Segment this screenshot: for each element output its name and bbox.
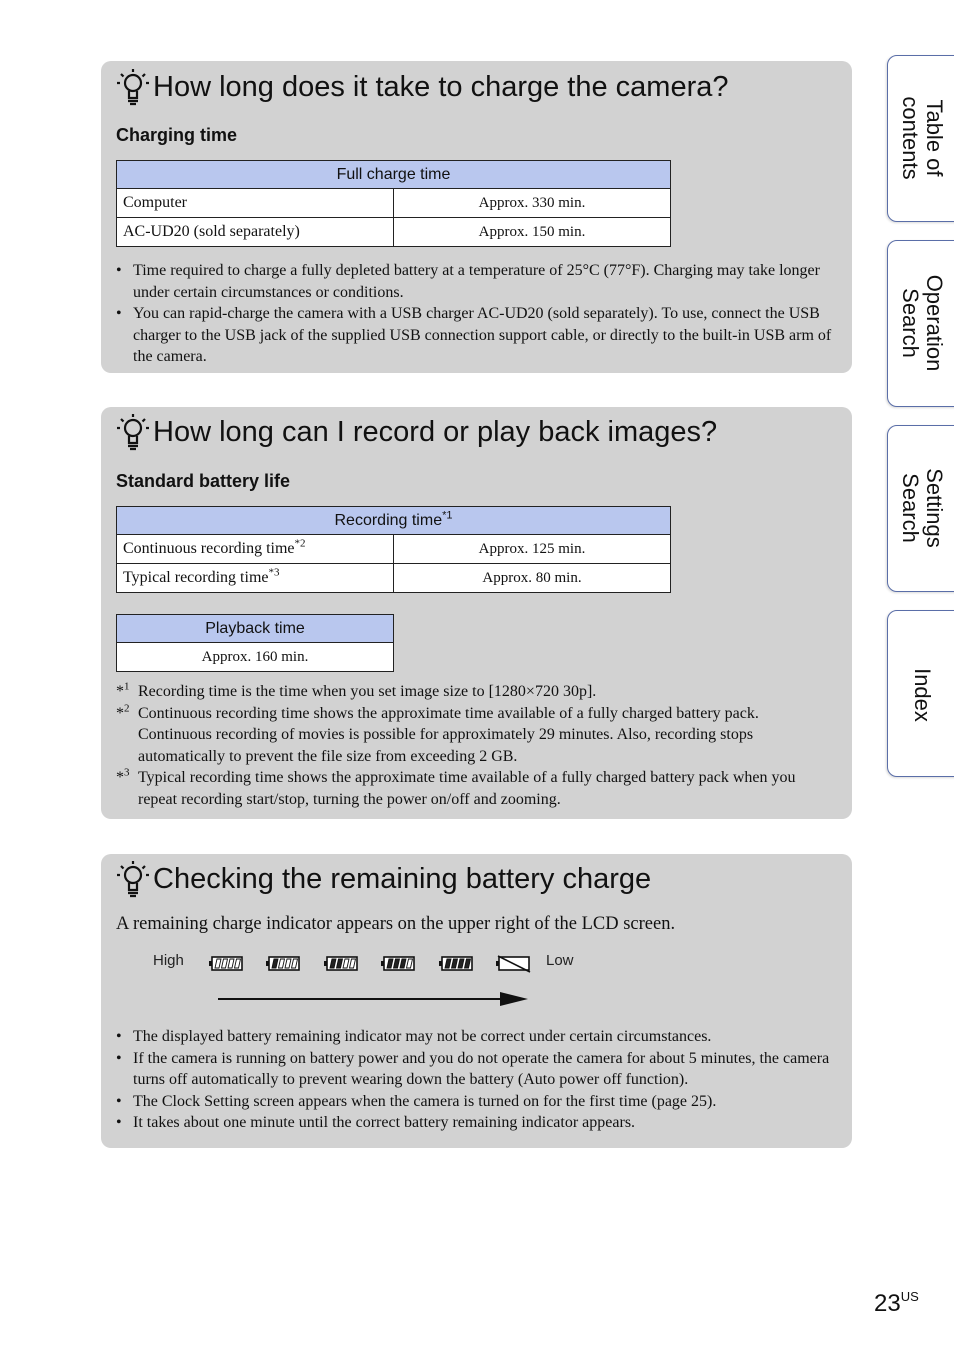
battery-indicator-scale [153, 951, 593, 975]
charge-direction-arrow-icon [216, 990, 536, 1010]
footnotes [116, 681, 834, 810]
row-value: Approx. 80 min. [394, 564, 671, 593]
hint-bulb-icon [115, 859, 151, 899]
row-label: Computer [117, 189, 394, 218]
section-subhead: Charging time [116, 125, 238, 145]
footnote: *$^1$ Recording time is the time when you set image size to [1280×720 30p]. [116, 680, 597, 700]
tab-table-of-contents[interactable]: Table of contents [887, 55, 954, 222]
section-title-text: How long does it take to charge the camera? [153, 70, 729, 103]
section-remaining-charge [101, 854, 852, 1148]
table-row [117, 218, 671, 247]
notes-list [116, 1026, 834, 1134]
section-title [115, 67, 729, 107]
section-subhead: Standard battery life [116, 471, 291, 491]
list-item: • The displayed battery remaining indicator may not be correct under certain circumstances. [116, 1026, 834, 1048]
charge-time-table [116, 160, 671, 247]
section-title [115, 859, 651, 899]
row-value: Approx. 160 min. [117, 643, 394, 672]
row-value: Approx. 330 min. [394, 189, 671, 218]
battery-level-icon [265, 955, 301, 973]
tab-index[interactable]: Index [887, 610, 954, 777]
hint-bulb-icon [115, 67, 151, 107]
section-title [115, 412, 717, 452]
list-item: • It takes about one minute until the correct battery remaining indicator appears. [116, 1112, 834, 1134]
row-value: Approx. 125 min. [394, 535, 671, 564]
section-battery-life [101, 407, 852, 819]
intro-text: A remaining charge indicator appears on the upper right of the LCD screen. [116, 914, 676, 934]
battery-level-icon [323, 955, 359, 973]
table-row [117, 535, 671, 564]
table-header: Playback time [117, 615, 394, 643]
row-label: AC-UD20 (sold separately) [117, 218, 394, 247]
notes-list [116, 260, 834, 368]
list-item: • You can rapid-charge the camera with a USB charger AC-UD20 (sold separately). To use, connect the USB charger to the USB jack of the supplied USB connection support cable, or directly to the built-in USB arm of the camera. [116, 303, 834, 368]
table-header: Recording time$^{*1}$ [117, 507, 671, 535]
tab-settings-search[interactable]: Settings Search [887, 425, 954, 592]
battery-level-icon [438, 955, 474, 973]
section-charge-time [101, 61, 852, 373]
table-header: Full charge time [117, 161, 671, 189]
battery-level-icon [208, 955, 244, 973]
low-label: Low [546, 952, 574, 969]
row-value: Approx. 150 min. [394, 218, 671, 247]
table-row [117, 643, 394, 672]
footnote: *$^3$ Typical recording time shows the approximate time available of a fully charged battery pack when you repeat recording start/stop, turning the power on/off and zooming. [116, 766, 796, 808]
hint-bulb-icon [115, 412, 151, 452]
list-item: • The Clock Setting screen appears when the camera is turned on for the first time (page 25). [116, 1091, 834, 1113]
footnote: *$^2$ Continuous recording time shows the approximate time available of a fully charged battery pack. Continuous recording of movies is possible for approximately 29 minutes. Also, recording stops automatically to prevent the file size from exceeding 2 GB. [116, 702, 759, 765]
table-row [117, 564, 671, 593]
battery-level-icon [380, 955, 416, 973]
section-title-text: Checking the remaining battery charge [153, 862, 652, 895]
battery-level-icon [495, 955, 531, 973]
list-item: • If the camera is running on battery power and you do not operate the camera for about 5 minutes, the camera turns off automatically to prevent wearing down the battery (Auto power off function). [116, 1048, 834, 1091]
high-label: High [153, 952, 184, 969]
page-number: $23^{US}$ [874, 1289, 919, 1317]
recording-time-table [116, 506, 671, 593]
row-label: Typical recording time$^{*3}$ [117, 564, 394, 593]
playback-time-table [116, 614, 394, 672]
section-title-text: How long can I record or play back images? [153, 415, 718, 448]
tab-operation-search[interactable]: Operation Search [887, 240, 954, 407]
list-item: • Time required to charge a fully depleted battery at a temperature of 25°C (77°F). Charging may take longer under certain circumstances or conditions. [116, 260, 834, 303]
table-row [117, 189, 671, 218]
row-label: Continuous recording time$^{*2}$ [117, 535, 394, 564]
